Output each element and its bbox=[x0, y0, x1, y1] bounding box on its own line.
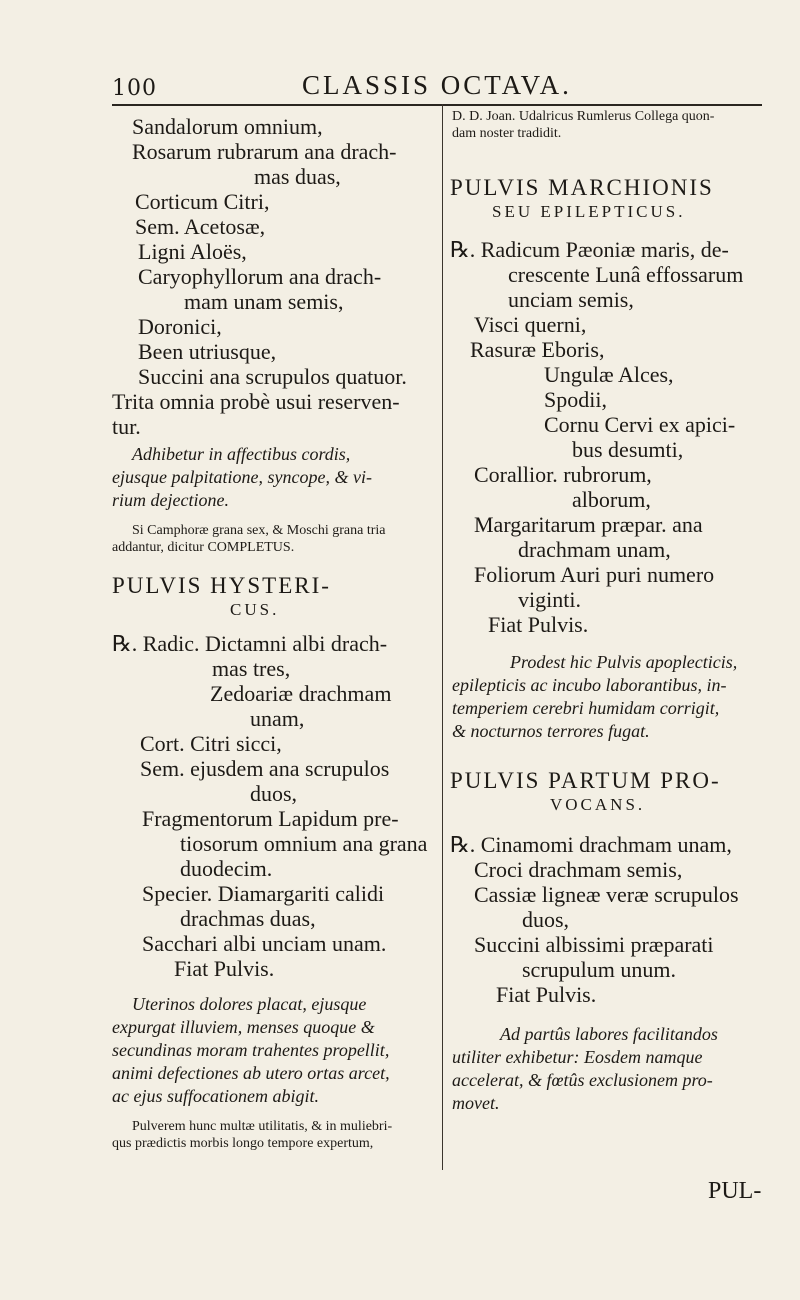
recipe-line: ℞. Radic. Dictamni albi drach- bbox=[112, 631, 388, 656]
note-line: secundinas moram trahentes propellit, bbox=[112, 1040, 390, 1060]
small-note-line: addantur, dicitur COMPLETUS. bbox=[112, 540, 295, 555]
recipe-line: Sem. ejusdem ana scrupulos bbox=[140, 756, 390, 781]
note-line: Prodest hic Pulvis apoplecticis, bbox=[510, 652, 738, 672]
recipe-line: ℞. Radicum Pæoniæ maris, de- bbox=[450, 237, 729, 262]
recipe-line: unam, bbox=[250, 706, 305, 731]
recipe-line: Specier. Diamargariti calidi bbox=[142, 881, 385, 906]
recipe-line: unciam semis, bbox=[508, 287, 634, 312]
recipe-line: duos, bbox=[250, 781, 298, 806]
note-line: movet. bbox=[452, 1093, 500, 1113]
note-line: rium dejectione. bbox=[112, 490, 229, 510]
column-divider bbox=[442, 104, 443, 1170]
small-note-line: dam noster tradidit. bbox=[452, 126, 562, 141]
recipe-line: duos, bbox=[522, 907, 570, 932]
catchword: PUL- bbox=[708, 1178, 762, 1204]
recipe-line: Visci querni, bbox=[474, 312, 587, 337]
section-heading: PULVIS PARTUM PRO- bbox=[450, 768, 721, 793]
note-line: Adhibetur in affectibus cordis, bbox=[132, 444, 351, 464]
section-heading: PULVIS HYSTERI- bbox=[112, 573, 331, 598]
section-heading-cont: CUS. bbox=[230, 600, 280, 619]
recipe-line: Fiat Pulvis. bbox=[496, 982, 597, 1007]
recipe-line: Doronici, bbox=[138, 314, 222, 339]
recipe-line: tiosorum omnium ana grana bbox=[180, 831, 428, 856]
section-heading-cont: VOCANS. bbox=[550, 795, 646, 814]
recipe-line: Cort. Citri sicci, bbox=[140, 731, 282, 756]
section-heading: PULVIS MARCHIONIS bbox=[450, 175, 714, 200]
small-note-line: Si Camphoræ grana sex, & Moschi grana tria bbox=[132, 523, 386, 538]
recipe-line: bus desumti, bbox=[572, 437, 684, 462]
note-line: accelerat, & fœtûs exclusionem pro- bbox=[452, 1070, 713, 1090]
recipe-line: Succini ana scrupulos quatuor. bbox=[138, 364, 407, 389]
recipe-line: Sandalorum omnium, bbox=[132, 114, 323, 139]
recipe-line: viginti. bbox=[518, 587, 581, 612]
recipe-line: Corticum Citri, bbox=[135, 189, 270, 214]
recipe-line: Fragmentorum Lapidum pre- bbox=[142, 806, 399, 831]
running-title: CLASSIS OCTAVA. bbox=[302, 70, 572, 100]
note-line: temperiem cerebri humidam corrigit, bbox=[452, 698, 720, 718]
left-column bbox=[112, 106, 432, 1152]
recipe-line: drachmas duas, bbox=[180, 906, 316, 931]
note-line: Uterinos dolores placat, ejusque bbox=[132, 994, 367, 1014]
page-number: 100 bbox=[112, 76, 157, 101]
recipe-line: alborum, bbox=[572, 487, 651, 512]
note-line: & nocturnos terrores fugat. bbox=[452, 721, 650, 741]
small-note-line: Pulverem hunc multæ utilitatis, & in muliebri- bbox=[132, 1119, 393, 1134]
note-line: ac ejus suffocationem abigit. bbox=[112, 1086, 319, 1106]
recipe-line: Been utriusque, bbox=[138, 339, 277, 364]
note-line: expurgat illuviem, menses quoque & bbox=[112, 1017, 375, 1037]
note-line: Ad partûs labores facilitandos bbox=[500, 1024, 718, 1044]
recipe-line: Zedoariæ drachmam bbox=[210, 681, 392, 706]
recipe-line: mas duas, bbox=[254, 164, 341, 189]
recipe-line: scrupulum unum. bbox=[522, 957, 676, 982]
recipe-line: Trita omnia probè usui reserven- bbox=[112, 389, 400, 414]
small-note-line: D. D. Joan. Udalricus Rumlerus Collega quon- bbox=[452, 109, 715, 124]
recipe-line: Fiat Pulvis. bbox=[488, 612, 589, 637]
recipe-line: Rosarum rubrarum ana drach- bbox=[132, 139, 397, 164]
recipe-line: mas tres, bbox=[212, 656, 291, 681]
page-header bbox=[112, 70, 762, 106]
recipe-line: Succini albissimi præparati bbox=[474, 932, 714, 957]
note-line: animi defectiones ab utero ortas arcet, bbox=[112, 1063, 390, 1083]
recipe-line: Corallior. rubrorum, bbox=[474, 462, 652, 487]
note-line: epilepticis ac incubo laborantibus, in- bbox=[452, 675, 727, 695]
recipe-line: Spodii, bbox=[544, 387, 607, 412]
note-line: ejusque palpitatione, syncope, & vi- bbox=[112, 467, 372, 487]
recipe-line: crescente Lunâ effossarum bbox=[508, 262, 744, 287]
recipe-line: Sacchari albi unciam unam. bbox=[142, 931, 387, 956]
recipe-line: Foliorum Auri puri numero bbox=[474, 562, 715, 587]
section-heading-cont: SEU EPILEPTICUS. bbox=[492, 202, 686, 221]
note-line: utiliter exhibetur: Eosdem namque bbox=[452, 1047, 703, 1067]
recipe-line: ℞. Cinamomi drachmam unam, bbox=[450, 832, 732, 857]
recipe-line: Sem. Acetosæ, bbox=[135, 214, 266, 239]
recipe-line: mam unam semis, bbox=[184, 289, 344, 314]
recipe-line: Caryophyllorum ana drach- bbox=[138, 264, 382, 289]
recipe-line: duodecim. bbox=[180, 856, 273, 881]
recipe-line: Cassiæ ligneæ veræ scrupulos bbox=[474, 882, 739, 907]
recipe-line: Ungulæ Alces, bbox=[544, 362, 674, 387]
small-note-line: qus prædictis morbis longo tempore expertum, bbox=[112, 1136, 374, 1151]
recipe-line: drachmam unam, bbox=[518, 537, 671, 562]
recipe-line: Rasuræ Eboris, bbox=[470, 337, 605, 362]
recipe-line: Fiat Pulvis. bbox=[174, 956, 275, 981]
recipe-line: Margaritarum præpar. ana bbox=[474, 512, 703, 537]
recipe-line: tur. bbox=[112, 414, 141, 439]
right-column bbox=[450, 106, 762, 1115]
recipe-line: Croci drachmam semis, bbox=[474, 857, 683, 882]
recipe-line: Ligni Aloës, bbox=[138, 239, 247, 264]
recipe-line: Cornu Cervi ex apici- bbox=[544, 412, 736, 437]
